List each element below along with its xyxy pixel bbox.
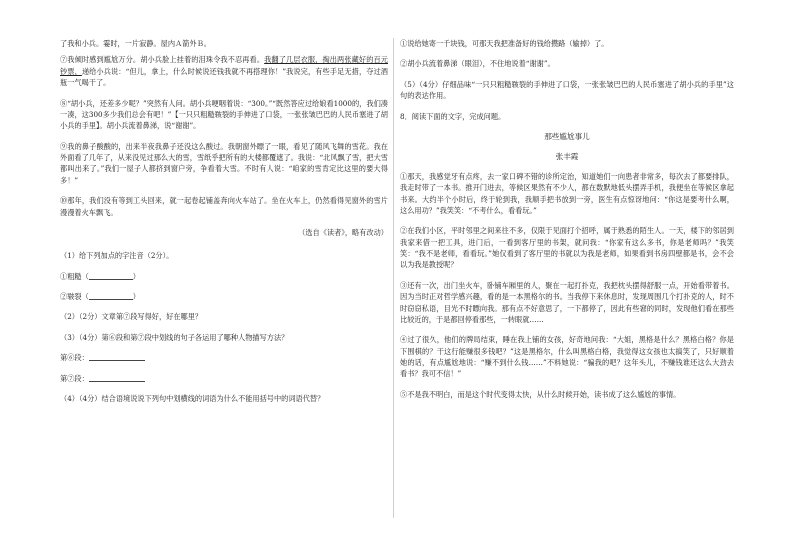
question-4: （4）（4分）结合语境说说下列句中划横线的词语为什么不能用括号中的词语代替？ bbox=[60, 393, 325, 403]
question-8: 8．阅读下面的文字，完成问题。 bbox=[400, 111, 506, 121]
column-divider bbox=[393, 38, 394, 518]
question-1b bbox=[60, 291, 388, 302]
article-paragraph-5: ⑤不是我不明白，而是这个时代变得太快，从什么时候开始，读书成了这么尴尬的事情。 bbox=[400, 389, 681, 399]
right-column bbox=[400, 38, 734, 409]
question-1b-close: ） bbox=[132, 292, 140, 301]
question-2: （2）（2分）文章第⑦段写得好，好在哪里？ bbox=[60, 312, 203, 322]
paragraph-7-text-b: 递给小兵说：“但儿，拿上，什么时候说还钱我就不再搭理你！”我说完，有些手足无措，夺过酒瓶一气喝干了。 bbox=[60, 66, 388, 88]
paragraph-7-text-a: ⑦我倾时感到尴尬万分。胡小兵脸上挂着的泪珠令我不忍再看。 bbox=[60, 55, 265, 65]
paragraph-8: ⑧“胡小兵，还差多少呢？”突然有人问。胡小兵哽咽着说：“300。”“既然答应过给娘看1000的，我们凑一凑，这300多少我们总会有吧！”【一只只粗糙皲裂的手伸进了口袋，一张张皱巴巴的人民币塞进了胡小兵的手里】。胡小兵流着鼻涕，说“谢谢”。 bbox=[60, 98, 388, 131]
answer-blank[interactable] bbox=[89, 272, 133, 280]
question-3a-label: 第⑥段： bbox=[60, 353, 89, 363]
article-title: 那些尴尬事儿 bbox=[544, 131, 590, 141]
article-paragraph-4: ④过了很久，他们的牌局结束，睡在我上铺的女孩，好奇地问我：“大姐，黑格是什么？黑格白格？你是下围棋的？干这行能赚很多钱吧？”这是黑格尔，什么叫黑格白格，我觉得这女孩也太搞笑了，只好顺着她的话，有点尴尬地说：“赚不到什么钱……”不料她说：“骗我的吧？这年头儿，不赚钱谁还这么大劲去看书？我可不信！” bbox=[400, 335, 734, 379]
question-1a-label: ①粗糙（ bbox=[60, 271, 89, 281]
source-note: （选自《读者》，略有改动） bbox=[298, 227, 388, 237]
answer-blank[interactable] bbox=[89, 374, 145, 382]
paragraph-intro: 了我和小兵。霎时，一片寂静。屋内Ａ箭外Ｂ。 bbox=[60, 39, 211, 48]
paragraph-10: ⑩那年，我们没有等到工头回来，就一起卷起铺盖奔向火车站了。坐在火车上，仍然看得见窗外的雪片漫漫着火车飘飞。 bbox=[60, 196, 388, 217]
paragraph-7 bbox=[60, 54, 388, 88]
article-author: 张丰霞 bbox=[555, 151, 579, 161]
question-5: （5）（4分）仔细品味“一只只粗糙皲裂的手伸进了口袋，一张张皱巴巴的人民币塞进了胡小兵的手里”这句的表达作用。 bbox=[400, 79, 734, 101]
article-paragraph-3: ③还有一次，出门坐火车，卧铺车厢里的人，聚在一起打扑克，我把枕头摆得舒服一点，开始看带着书。因为当时正对哲学感兴趣，看的是一本黑格尔的书。当我停下来休息时，发现周围几个打扑克的人，时不时窃窃私语，目光不时瞟向我。那有点不好意思了，一下都停了，因此有些窘的同时，发现他们看在那些比较近的，于是都回停看那些，一转眼就…… bbox=[400, 280, 734, 324]
question-3a bbox=[60, 352, 388, 363]
answer-blank[interactable] bbox=[89, 353, 145, 361]
paragraph-9: ⑨我的鼻子酸酸的，出来半夜我鼻子还没这么酸过。我朝窗外瞟了一眼，看见了随风飞舞的雪花。我在外面看了几年了，从来没见过那么大的雪，雪纸乎把所有的大楼都覆遮了。我说：“北风飘了雪，把大雪都叫出来了。”我们一屋子人都挤到窗户旁，争看着大雪。不时有人说：“咱家的雪肯定比这里的要大得多！” bbox=[60, 141, 388, 185]
article-paragraph-2: ②在我们小区，平时邻里之间来往不多，仅限于见面打个招呼，属于熟悉的陌生人。一天，楼下的邻居到我家来借一把工具，进门后，一看到客厅里的书架，就问我：“你家有这么多书，你是老师吗？”我笑笑：“我不是老师，看看玩。”她仅看到了客厅里的书就以为我是老师，如果看到书房四壁都是书，会不会以为我是教授呢？ bbox=[400, 226, 734, 270]
answer-blank[interactable] bbox=[89, 292, 133, 300]
question-3b-label: 第⑦段： bbox=[60, 373, 89, 383]
left-column bbox=[60, 38, 388, 413]
question-1b-label: ②皲裂（ bbox=[60, 292, 89, 301]
article-paragraph-1: ①那天，我感觉牙有点疼，去一家口碑不错的诊所定治，知道她们一向患者非常多，每次去了都要排队，我走时带了一本书。推开门进去，等候区果然有不少人，都在数默地低头摆弄手机，我便坐在等候区拿起书来。大约半个小时后，终于轮到我，我顺手把书放到一旁，医生有点惊讶地问：“你这是要考什么啊，这么用功？”我笑笑：“不考什么，看看玩。” bbox=[400, 171, 734, 215]
question-1a-close: ） bbox=[132, 271, 140, 281]
question-3: （3）（4分）第⑥段和第⑦段中划线的句子各运用了哪种人物描写方法？ bbox=[60, 332, 289, 342]
question-4b: ②胡小兵流着鼻涕（眼泪），不住地说着“谢谢”。 bbox=[400, 59, 555, 69]
question-4a: ①说给她寄一千块钱，可那天我把准备好的钱给攒路（输掉）了。 bbox=[400, 39, 609, 48]
question-3b bbox=[60, 373, 388, 384]
paragraph-7-underlined: 我翻了几层衣服，掏出两张藏好的百元钞票， bbox=[60, 55, 388, 76]
question-1a bbox=[60, 271, 388, 282]
question-1: （1）给下列加点的字注音（2分）。 bbox=[60, 251, 174, 261]
